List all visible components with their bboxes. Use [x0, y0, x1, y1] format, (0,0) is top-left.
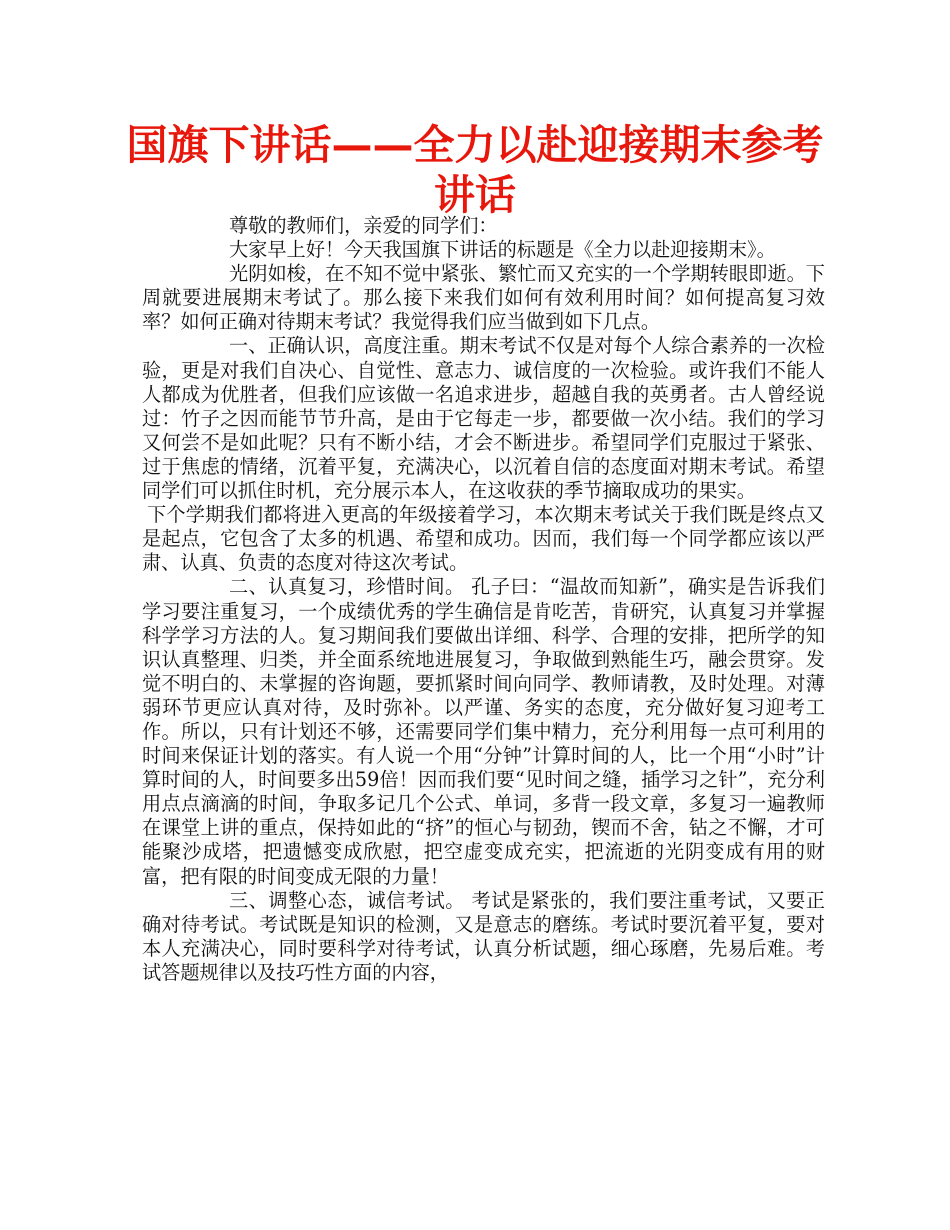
document-body — [142, 214, 825, 985]
salutation-paragraph: 尊敬的教师们，亲爱的同学们： — [229, 214, 498, 237]
greeting-paragraph: 大家早上好！今天我国旗下讲话的标题是《全力以赴迎接期末》。 — [229, 238, 776, 262]
intro-paragraph: 光阴如梭，在不知不觉中紧张、繁忙而又充实的一个学期转眼即逝。下周就要进展期末考试了。那么接下来我们如何有效利用时间？如何提高复习效率？如何正确对待期末考试？我觉得我们应当做到如下几点。 — [142, 262, 825, 334]
point-one-paragraph: 一、正确认识，高度注重。期末考试不仅是对每个人综合素养的一次检验，更是对我们自决心、自觉性、意志力、诚信度的一次检验。或许我们不能人人都成为优胜者，但我们应该做一名追求进步，超越自我的英勇者。古人曾经说过：竹子之因而能节节升高，是由于它每走一步，都要做一次小结。我们的学习又何尝不是如此呢？只有不断小结，才会不断进步。希望同学们克服过于紧张、过于焦虑的情绪，沉着平复，充满决心，以沉着自信的态度面对期末考试。希望同学们可以抓住时机，充分展示本人，在这收获的季节摘取成功的果实。 — [142, 334, 825, 503]
point-two-paragraph: 二、认真复习，珍惜时间。 孔子曰：“温故而知新”，确实是告诉我们学习要注重复习，一个成绩优秀的学生确信是肯吃苦，肯研究，认真复习并掌握科学学习方法的人。复习期间我们要做出详细、科学、合理的安排，把所学的知识认真整理、归类，并全面系统地进展复习，争取做到熟能生巧，融会贯穿。发觉不明白的、未掌握的咨询题，要抓紧时间向同学、教师请教，及时处理。对薄弱环节更应认真对待，及时弥补。以严谨、务实的态度，充分做好复习迎考工作。所以，只有计划还不够，还需要同学们集中精力，充分利用每一点可利用的时间来保证计划的落实。有人说一个用“分钟”计算时间的人，比一个用“小时”计算时间的人，时间要多出59倍！因而我们要“见时间之缝，插学习之针”，充分利用点点滴滴的时间，争取多记几个公式、单词，多背一段文章，多复习一遍教师在课堂上讲的重点，保持如此的“挤”的恒心与韧劲，锲而不舍，钻之不懈，才可能聚沙成塔，把遗憾变成欣慰，把空虚变成充实，把流逝的光阴变成有用的财富，把有限的时间变成无限的力量！ — [142, 575, 825, 888]
document-title: 国旗下讲话——全力以赴迎接期末参考讲话 — [126, 121, 824, 219]
next-semester-paragraph: 下个学期我们都将进入更高的年级接着学习，本次期末考试关于我们既是终点又是起点，它包含了太多的机遇、希望和成功。因而，我们每一个同学都应该以严肃、认真、负责的态度对待这次考试。 — [142, 503, 825, 575]
point-three-paragraph: 三、调整心态，诚信考试。 考试是紧张的，我们要注重考试，又要正确对待考试。考试既是知识的检测，又是意志的磨练。考试时要沉着平复，要对本人充满决心，同时要科学对待考试，认真分析试题，细心琢磨，先易后难。考试答题规律以及技巧性方面的内容， — [142, 888, 825, 984]
